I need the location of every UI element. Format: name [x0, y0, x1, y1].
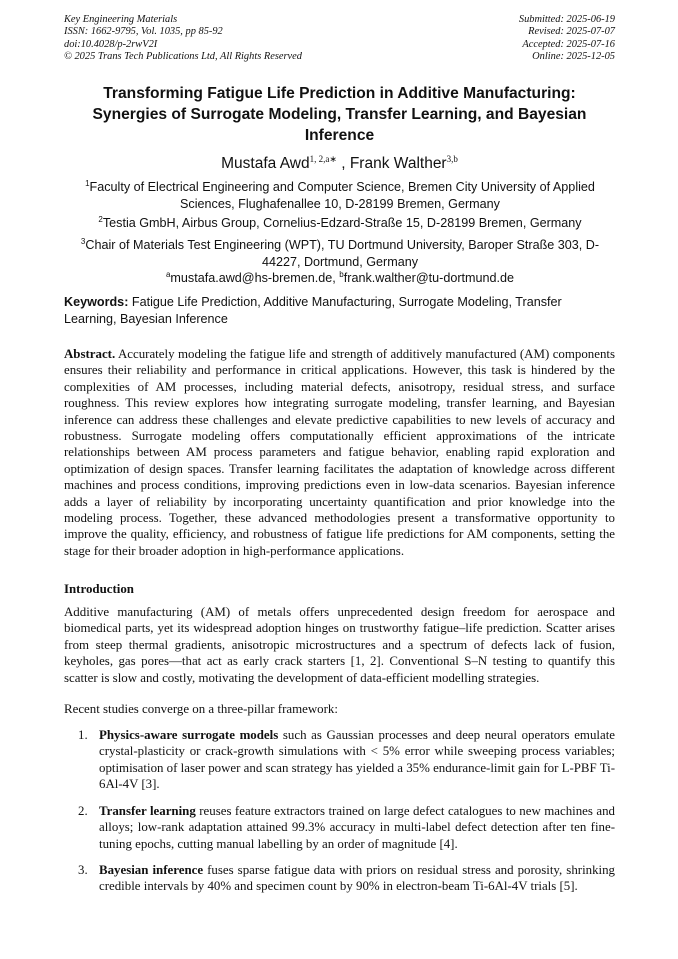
paragraph: Recent studies converge on a three-pillar framework: [64, 702, 338, 716]
copyright: © 2025 Trans Tech Publications Ltd, All Rights Reserved [64, 51, 302, 63]
affiliation-marker: 2 [98, 215, 103, 224]
affiliation-text: Chair of Materials Test Engineering (WPT), TU Dortmund University, Baroper Straße 303, D-44227, Dortmund, Germany [85, 238, 600, 269]
issn: ISSN: 1662-9795, Vol. 1035, pp 85-92 [64, 26, 223, 38]
author-name: Frank Walther [349, 155, 447, 172]
paragraph: Additive manufacturing (AM) of metals offers unprecedented design freedom for aerospace and biomedical parts, yet its widespread adoption hinges on trustworthy fatigue–life prediction. Scatter arises from steep thermal gradients, anisotropic microstructures and a spectrum of defects lack of fusion, keyholes, gas pores—that act as early crack starters [1, 2]. Conventional S–N testing to quantify this scatter is slow and costly, motivating the development of data-efficient modelling strategies. [64, 605, 615, 685]
list-number: 1. [78, 728, 88, 742]
numbered-list [78, 701, 615, 941]
email-link[interactable]: frank.walther@tu-dortmund.de [343, 271, 515, 285]
abstract-text: Accurately modeling the fatigue life and strength of additively manufactured (AM) components ensures their reliability and performance in critical applications. However, this task is hindered by the complexities of AM processes, including material defects, anisotropy, residual stress, and surface roughness. This review explores how integrating surrogate modeling, transfer learning, and Bayesian inference can address these challenges and elevate predictive capabilities to new levels of accuracy and robustness. Surrogate modeling offers computationally efficient approximations of the intricate relationships between AM process parameters and fatigue behavior, enabling rapid exploration and optimization of design spaces. Transfer learning facilitates the adaptation of knowledge across different machines and process conditions, improving predictions even in low-data scenarios. Bayesian inference adds a layer of reliability by incorporating uncertainty quantification and prior knowledge into the modeling process. Together, these advanced methodologies present a transformative opportunity to improve the quality, efficiency, and robustness of fatigue life predictions for AM components, setting the stage for their broader adoption in high-performance applications. [64, 347, 615, 558]
list-item [78, 727, 615, 793]
author-line [64, 149, 615, 174]
list-item-lead: Bayesian inference [99, 863, 204, 877]
revised-date: Revised: 2025-07-07 [528, 26, 615, 38]
keywords [64, 294, 615, 327]
list-item-text: reuses feature extractors trained on large defect catalogues to new machines and alloys; low-rank adaptation attained 99.3% accuracy in multi-label defect detection after ten fine-tuning epochs, cutting manual labelling by an order of magnitude [4]. [99, 804, 615, 851]
list-item-text: fuses sparse fatigue data with priors on residual stress and porosity, shrinking credible intervals by 40% and specimen count by 90% in electron-beam Ti-6Al-4V trials [5]. [99, 863, 616, 894]
list-item [78, 862, 615, 895]
affiliation-marker: 1 [85, 179, 90, 188]
affiliation-marker: 3 [80, 237, 86, 246]
author-superscript: 3,b [446, 154, 458, 164]
section-heading: Introduction [64, 582, 134, 596]
list-item-lead: Physics-aware surrogate models [99, 728, 279, 742]
affiliation-2 [80, 212, 600, 232]
list-item [78, 803, 615, 852]
email-marker: a [165, 270, 171, 279]
author-name: Mustafa Awd [221, 155, 310, 172]
author-emails [80, 267, 600, 287]
author-separator: , [341, 155, 346, 172]
affiliation-text: Testia GmbH, Airbus Group, Cornelius-Edzard-Straße 15, D-28199 Bremen, Germany [102, 216, 582, 230]
email-marker: b [339, 270, 344, 279]
keywords-label: Keywords: [64, 295, 129, 309]
journal-header-left [64, 14, 302, 64]
list-number: 3. [78, 863, 88, 877]
submitted-date: Submitted: 2025-06-19 [518, 14, 615, 25]
author-superscript: 1, 2,a∗ [309, 154, 337, 164]
affiliation-text: Faculty of Electrical Engineering and Computer Science, Bremen City University of Applied Sciences, Flughafenallee 10, D-28199 Bremen, Germany [89, 180, 595, 211]
list-item-text: such as Gaussian processes and deep neural operators emulate crystal-plasticity or crack-growth simulations with < 5% error while sweeping process variables; optimisation of laser power and scan strategy has yielded a 35% endurance-limit gain for L-PBF Ti-6Al-4V [3]. [99, 728, 615, 792]
keywords-text: Fatigue Life Prediction, Additive Manufacturing, Surrogate Modeling, Transfer Learning, Bayesian Inference [64, 295, 562, 326]
email-link[interactable]: mustafa.awd@hs-bremen.de, [170, 271, 336, 285]
affiliation-3 [80, 234, 600, 270]
abstract-label: Abstract. [64, 347, 116, 361]
paper-title: Transforming Fatigue Life Prediction in Additive Manufacturing: Synergies of Surrogate Modeling, Transfer Learning, and Bayesian Inference [92, 85, 587, 144]
journal-header-right [519, 14, 615, 64]
affiliation-1 [80, 176, 600, 212]
doi[interactable]: doi:10.4028/p-2rwV2I [64, 38, 158, 50]
list-number: 2. [78, 804, 88, 818]
abstract [64, 346, 615, 559]
online-date: Online: 2025-12-05 [532, 51, 615, 63]
accepted-date: Accepted: 2025-07-16 [522, 38, 615, 50]
journal-name: Key Engineering Materials [64, 14, 178, 25]
list-item-lead: Transfer learning [99, 804, 196, 818]
